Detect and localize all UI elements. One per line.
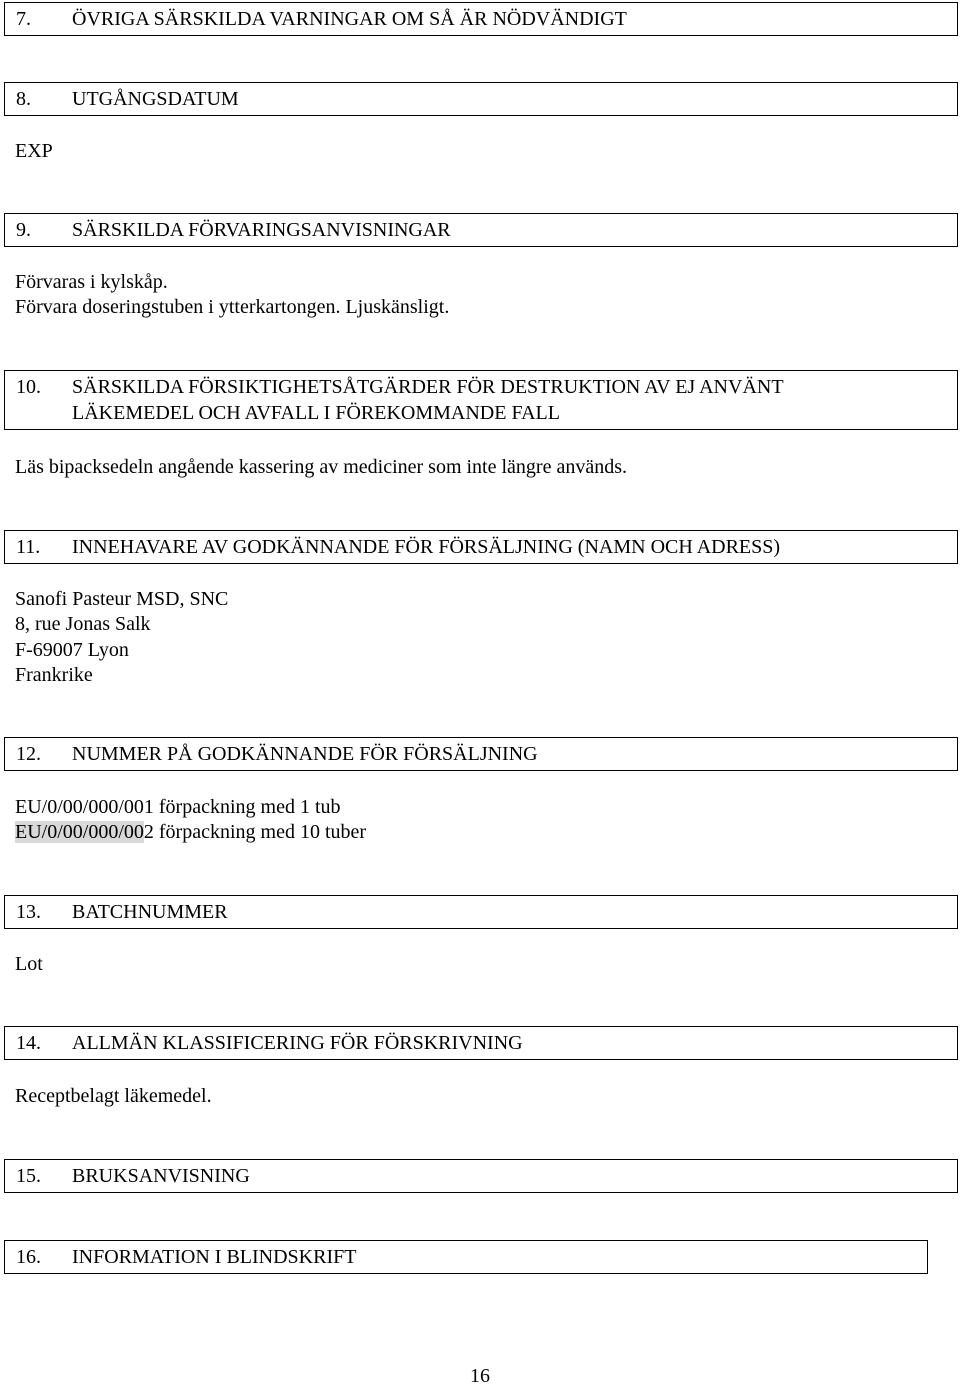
- section-8-heading: [4, 82, 958, 116]
- section-number: 15.: [16, 1165, 41, 1187]
- classification-text: Receptbelagt läkemedel.: [15, 1085, 212, 1107]
- section-number: 12.: [16, 743, 41, 765]
- section-9-heading: [4, 213, 958, 247]
- storage-line-2: Förvara doseringstuben i ytterkartongen. Ljuskänsligt.: [15, 296, 450, 318]
- ma-number-2: [15, 820, 366, 846]
- ma-number-1: EU/0/00/000/001 förpackning med 1 tub: [15, 796, 341, 818]
- section-title: ALLMÄN KLASSIFICERING FÖR FÖRSKRIVNING: [72, 1032, 523, 1054]
- holder-country: Frankrike: [15, 664, 93, 686]
- section-15-heading: [4, 1159, 958, 1193]
- section-title: ÖVRIGA SÄRSKILDA VARNINGAR OM SÅ ÄR NÖDVÄNDIGT: [72, 8, 627, 30]
- section-number: 14.: [16, 1032, 41, 1054]
- section-number: 10.: [16, 376, 41, 398]
- holder-name: Sanofi Pasteur MSD, SNC: [15, 588, 229, 610]
- section-13-heading: [4, 895, 958, 929]
- section-title: NUMMER PÅ GODKÄNNANDE FÖR FÖRSÄLJNING: [72, 743, 538, 765]
- section-10-heading: [4, 370, 958, 430]
- holder-city: F-69007 Lyon: [15, 639, 129, 661]
- section-7-heading: [4, 2, 958, 36]
- storage-line-1: Förvaras i kylskåp.: [15, 271, 168, 293]
- section-number: 11.: [16, 536, 41, 558]
- section-12-heading: [4, 737, 958, 771]
- section-title: UTGÅNGSDATUM: [72, 88, 239, 110]
- section-11-heading: [4, 530, 958, 564]
- section-title: INNEHAVARE AV GODKÄNNANDE FÖR FÖRSÄLJNING (NAMN OCH ADRESS): [72, 536, 781, 558]
- lot-text: Lot: [15, 953, 43, 975]
- expiry-text: EXP: [15, 140, 53, 162]
- disposal-text: Läs bipacksedeln angående kassering av mediciner som inte längre används.: [15, 456, 628, 478]
- section-16-heading: [4, 1240, 928, 1274]
- section-title: BATCHNUMMER: [72, 901, 228, 923]
- holder-street: 8, rue Jonas Salk: [15, 613, 151, 635]
- section-number: 16.: [16, 1246, 41, 1268]
- section-title: BRUKSANVISNING: [72, 1165, 250, 1187]
- section-14-heading: [4, 1026, 958, 1060]
- section-title: SÄRSKILDA FÖRVARINGSANVISNINGAR: [72, 219, 451, 241]
- section-title-line-2: LÄKEMEDEL OCH AVFALL I FÖREKOMMANDE FALL: [72, 402, 560, 424]
- section-number: 13.: [16, 901, 41, 923]
- ma-number-2-rest: 2 förpackning med 10 tuber: [143, 821, 367, 843]
- highlighted-text: EU/0/00/000/00: [15, 821, 144, 843]
- section-title: INFORMATION I BLINDSKRIFT: [72, 1246, 357, 1268]
- section-title-line-1: SÄRSKILDA FÖRSIKTIGHETSÅTGÄRDER FÖR DESTRUKTION AV EJ ANVÄNT: [72, 376, 784, 398]
- page-number: 16: [470, 1365, 490, 1387]
- section-number: 7.: [16, 8, 31, 30]
- section-number: 8.: [16, 88, 31, 110]
- section-number: 9.: [16, 219, 31, 241]
